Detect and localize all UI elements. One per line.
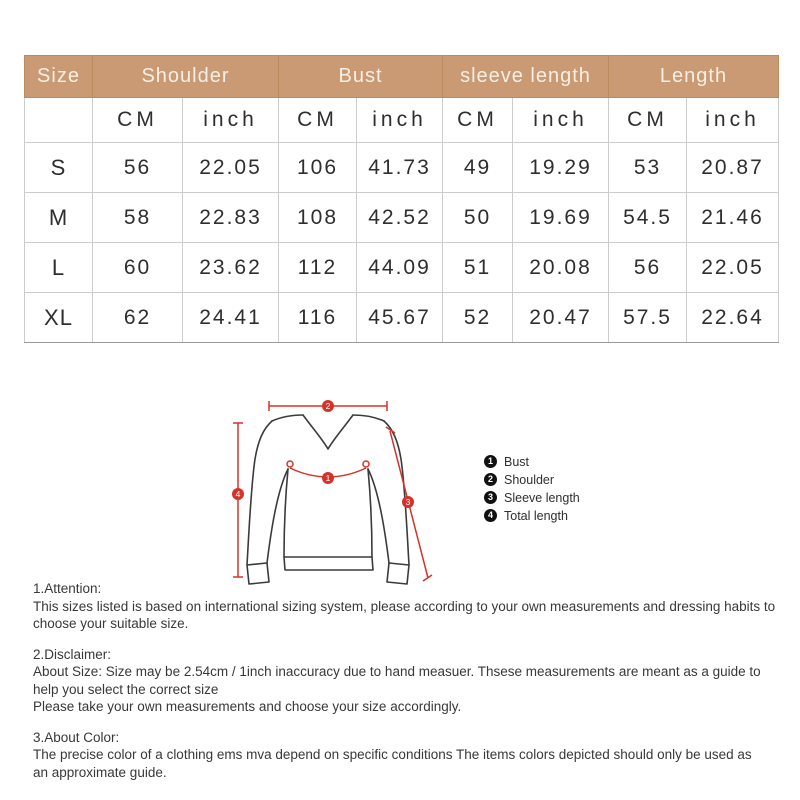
circled-3-icon: 3 xyxy=(484,491,497,504)
measure-cell: 52 xyxy=(443,293,513,343)
measure-cell: 108 xyxy=(279,193,357,243)
measure-cell: 106 xyxy=(279,143,357,193)
table-row-l xyxy=(25,243,779,293)
size-label: L xyxy=(25,243,93,293)
disclaimer-heading: 2.Disclaimer: xyxy=(33,646,112,662)
measure-cell: 20.08 xyxy=(513,243,609,293)
disclaimer-note xyxy=(33,646,778,716)
circled-2-marker: 2 xyxy=(325,401,331,411)
legend-label: Shoulder xyxy=(504,472,555,487)
measurement-lines xyxy=(233,401,432,581)
measure-cell: 116 xyxy=(279,293,357,343)
legend-label: Bust xyxy=(504,454,530,469)
unit-cell: CM xyxy=(443,98,513,143)
measurement-markers xyxy=(232,400,414,508)
legend-item-bust xyxy=(484,453,580,470)
measure-cell: 20.87 xyxy=(687,143,779,193)
about-color-text-2: an approximate guide. xyxy=(33,764,167,780)
disclaimer-text-1: About Size: Size may be 2.54cm / 1inch inaccuracy due to hand measuer. Thsese measurements are meant as a guide to help you select the correct size xyxy=(33,664,761,697)
measure-cell: 21.46 xyxy=(687,193,779,243)
unit-cell: inch xyxy=(687,98,779,143)
header-sleeve-length: sleeve length xyxy=(443,56,609,98)
units-blank-cell xyxy=(25,98,93,143)
legend-label: Sleeve length xyxy=(504,490,580,505)
attention-heading: 1.Attention: xyxy=(33,581,102,596)
attention-note xyxy=(33,580,778,633)
measure-cell: 44.09 xyxy=(357,243,443,293)
measurement-legend xyxy=(484,453,580,525)
about-color-text-1: The precise color of a clothing ems mva depend on specific conditions The items colors depicted should only be used as xyxy=(33,747,752,762)
unit-cell: CM xyxy=(279,98,357,143)
legend-item-shoulder xyxy=(484,471,580,488)
garment-measurement-diagram xyxy=(211,381,451,605)
measure-cell: 54.5 xyxy=(609,193,687,243)
measure-cell: 19.29 xyxy=(513,143,609,193)
measure-cell: 56 xyxy=(93,143,183,193)
measure-cell: 45.67 xyxy=(357,293,443,343)
measure-cell: 58 xyxy=(93,193,183,243)
measure-cell: 50 xyxy=(443,193,513,243)
size-chart-table xyxy=(24,55,779,343)
unit-cell: CM xyxy=(609,98,687,143)
header-shoulder: Shoulder xyxy=(93,56,279,98)
measure-cell: 22.64 xyxy=(687,293,779,343)
table-header-row xyxy=(25,56,779,98)
table-row-s xyxy=(25,143,779,193)
measure-cell: 24.41 xyxy=(183,293,279,343)
size-label: M xyxy=(25,193,93,243)
measure-cell: 20.47 xyxy=(513,293,609,343)
about-color-note xyxy=(33,729,778,782)
unit-cell: CM xyxy=(93,98,183,143)
size-label: XL xyxy=(25,293,93,343)
unit-cell: inch xyxy=(513,98,609,143)
header-bust: Bust xyxy=(279,56,443,98)
about-color-heading: 3.About Color: xyxy=(33,729,120,745)
size-label: S xyxy=(25,143,93,193)
circled-4-marker: 4 xyxy=(235,489,241,499)
circled-2-icon: 2 xyxy=(484,473,497,486)
circled-4-icon: 4 xyxy=(484,509,497,522)
unit-cell: inch xyxy=(183,98,279,143)
sweater-diagram-icon xyxy=(211,381,451,605)
measure-cell: 49 xyxy=(443,143,513,193)
sweater-outline xyxy=(247,415,409,584)
circled-3-marker: 3 xyxy=(405,497,411,507)
measure-cell: 22.05 xyxy=(183,143,279,193)
measure-cell: 53 xyxy=(609,143,687,193)
attention-text: This sizes listed is based on international sizing system, please according to your own measurements and dressing habits to choose your suitable size. xyxy=(33,598,776,631)
measure-cell: 51 xyxy=(443,243,513,293)
measure-cell: 42.52 xyxy=(357,193,443,243)
table-row-m xyxy=(25,193,779,243)
measure-cell: 22.83 xyxy=(183,193,279,243)
notes-section xyxy=(33,580,778,794)
measure-cell: 41.73 xyxy=(357,143,443,193)
measure-cell: 19.69 xyxy=(513,193,609,243)
measure-cell: 22.05 xyxy=(687,243,779,293)
circled-1-marker: 1 xyxy=(325,473,331,483)
measure-cell: 23.62 xyxy=(183,243,279,293)
table-row-xl xyxy=(25,293,779,343)
legend-label: Total length xyxy=(504,508,568,523)
header-length: Length xyxy=(609,56,779,98)
measure-cell: 62 xyxy=(93,293,183,343)
table-units-row xyxy=(25,98,779,143)
circled-1-icon: 1 xyxy=(484,455,497,468)
measure-cell: 112 xyxy=(279,243,357,293)
disclaimer-text-2: Please take your own measurements and choose your size accordingly. xyxy=(33,699,462,714)
measure-cell: 60 xyxy=(93,243,183,293)
unit-cell: inch xyxy=(357,98,443,143)
header-size: Size xyxy=(25,56,93,98)
measure-cell: 57.5 xyxy=(609,293,687,343)
legend-item-sleeve-length xyxy=(484,489,580,506)
legend-item-total-length xyxy=(484,507,580,524)
measure-cell: 56 xyxy=(609,243,687,293)
